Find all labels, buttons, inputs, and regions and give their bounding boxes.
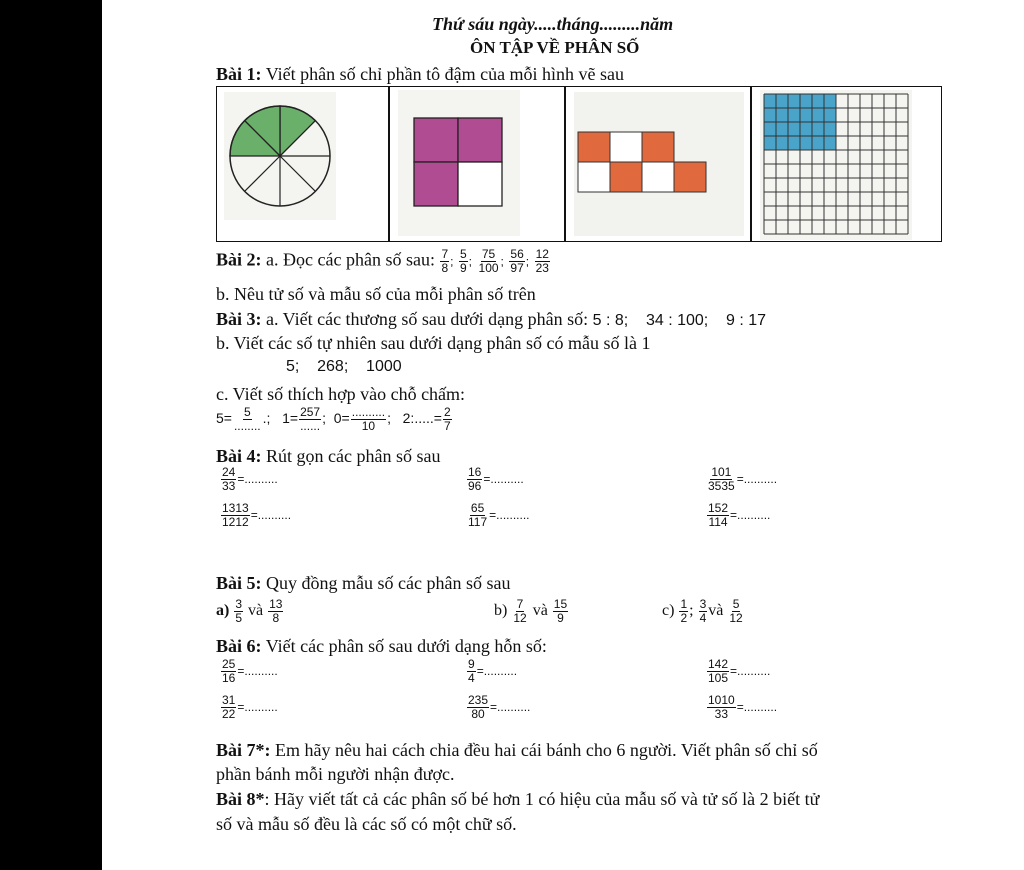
bai4-item: $\frac{1313}{1212}$ =..........	[222, 501, 292, 529]
bai4-item: $\frac{24}{33}$ =..........	[222, 465, 278, 493]
bai7-line1: Bài 7*: Em hãy nêu hai cách chia đều hai cái bánh cho 6 người. Viết phân số chỉ số	[216, 740, 818, 760]
fraction: $\frac{75}{100}$	[478, 247, 499, 275]
fraction: $\frac{7}{8}$	[441, 247, 449, 275]
bai2-label: Bài 2:	[216, 249, 262, 270]
grid-fraction-figure	[760, 90, 912, 240]
square-fraction-figure	[398, 90, 520, 236]
bai6-heading	[216, 636, 547, 657]
bai6-text: Viết các phân số sau dưới dạng hỗn số:	[265, 636, 547, 656]
bai4-item: $\frac{101}{3535}$ =..........	[708, 465, 778, 493]
bai3-a-text: a. Viết các thương số sau dưới dạng phân số:	[266, 309, 589, 329]
bai3-c-items: 5= $\frac{5}{........}$ .; 1= $\frac{257}{......}$ ; 0= $\frac{..........}{10}$ ; 2:.....= $\frac{2}{7}$	[216, 405, 451, 433]
bai6-item: $\frac{9}{4}$ =..........	[468, 657, 518, 685]
bai5-item-c: c) $\frac{1}{2}$ ; $\frac{3}{4}$ và $\frac{5}{12}$	[662, 597, 743, 625]
bai5-text: Quy đồng mẫu số các phân số sau	[266, 573, 511, 593]
bai8-line1: Bài 8*: Hãy viết tất cả các phân số bé hơn 1 có hiệu của mẫu số và tử số là 2 biết tử	[216, 789, 820, 809]
bai7-label: Bài 7*:	[216, 740, 271, 760]
bai5-heading	[216, 573, 510, 594]
fraction: $\frac{56}{97}$	[510, 247, 524, 275]
bai1-text: Viết phân số chỉ phần tô đậm của mỗi hình vẽ sau	[265, 64, 625, 84]
bai8-line2: số và mẫu số đều là các số có một chữ số.	[216, 814, 517, 834]
bai4-item: $\frac{152}{114}$ =..........	[708, 501, 771, 529]
page-title: ÔN TẬP VỀ PHÂN SỐ	[470, 38, 640, 57]
bai3-b-values: 5; 268; 1000	[286, 358, 402, 375]
left-black-margin	[0, 0, 102, 870]
bai6-item: $\frac{142}{105}$ =..........	[708, 657, 771, 685]
bai7-line2: phần bánh mỗi người nhận được.	[216, 764, 455, 784]
bai5-item-a: a) $\frac{3}{5}$ và $\frac{13}{8}$	[216, 597, 283, 625]
bai6-item: $\frac{25}{16}$ =..........	[222, 657, 278, 685]
bai6-label: Bài 6:	[216, 636, 262, 656]
bai3-label: Bài 3:	[216, 309, 262, 329]
bai3-b-text: b. Viết các số tự nhiên sau dưới dạng phân số có mẫu số là 1	[216, 333, 651, 353]
figure-divider-3	[750, 86, 752, 242]
orange-blocks-figure	[574, 92, 744, 236]
bai8-label: Bài 8*	[216, 789, 265, 809]
bai6-item: $\frac{31}{22}$ =..........	[222, 693, 278, 721]
date-line: Thứ sáu ngày.....tháng.........năm	[432, 14, 674, 34]
bai3-a-values: 5 : 8; 34 : 100; 9 : 17	[592, 312, 767, 329]
bai1-label: Bài 1:	[216, 64, 262, 84]
bai4-item: $\frac{16}{96}$ =..........	[468, 465, 524, 493]
fraction: $\frac{5}{9}$	[459, 247, 467, 275]
bai5-label: Bài 5:	[216, 573, 262, 593]
bai1-heading	[216, 64, 624, 85]
circle-fraction-figure	[224, 92, 336, 220]
bai4-label: Bài 4:	[216, 446, 262, 466]
bai3-c-text: c. Viết số thích hợp vào chỗ chấm:	[216, 384, 466, 404]
bai2-b-text: b. Nêu tử số và mẫu số của mỗi phân số trên	[216, 284, 536, 304]
bai4-heading	[216, 446, 440, 467]
bai4-text: Rút gọn các phân số sau	[266, 446, 441, 466]
bai5-item-b: b) $\frac{7}{12}$ và $\frac{15}{9}$	[494, 597, 568, 625]
fraction: $\frac{12}{23}$	[535, 247, 549, 275]
figure-divider-2	[564, 86, 566, 242]
worksheet-page	[102, 0, 1024, 870]
bai6-item: $\frac{1010}{33}$ =..........	[708, 693, 778, 721]
bai6-item: $\frac{235}{80}$ =..........	[468, 693, 531, 721]
bai3-line-a	[216, 309, 766, 330]
bai2-a-text: a. Đọc các phân số sau:	[266, 249, 435, 270]
figure-divider-1	[388, 86, 390, 242]
bai4-item: $\frac{65}{117}$ =..........	[468, 501, 530, 529]
bai2-line-a: Bài 2: a. Đọc các phân số sau: $\frac{7}{8}$ ; $\frac{5}{9}$ ; $\frac{75}{100}$ ; $\frac{56}{97}$ ; $\frac{12}{23}$	[216, 247, 549, 275]
